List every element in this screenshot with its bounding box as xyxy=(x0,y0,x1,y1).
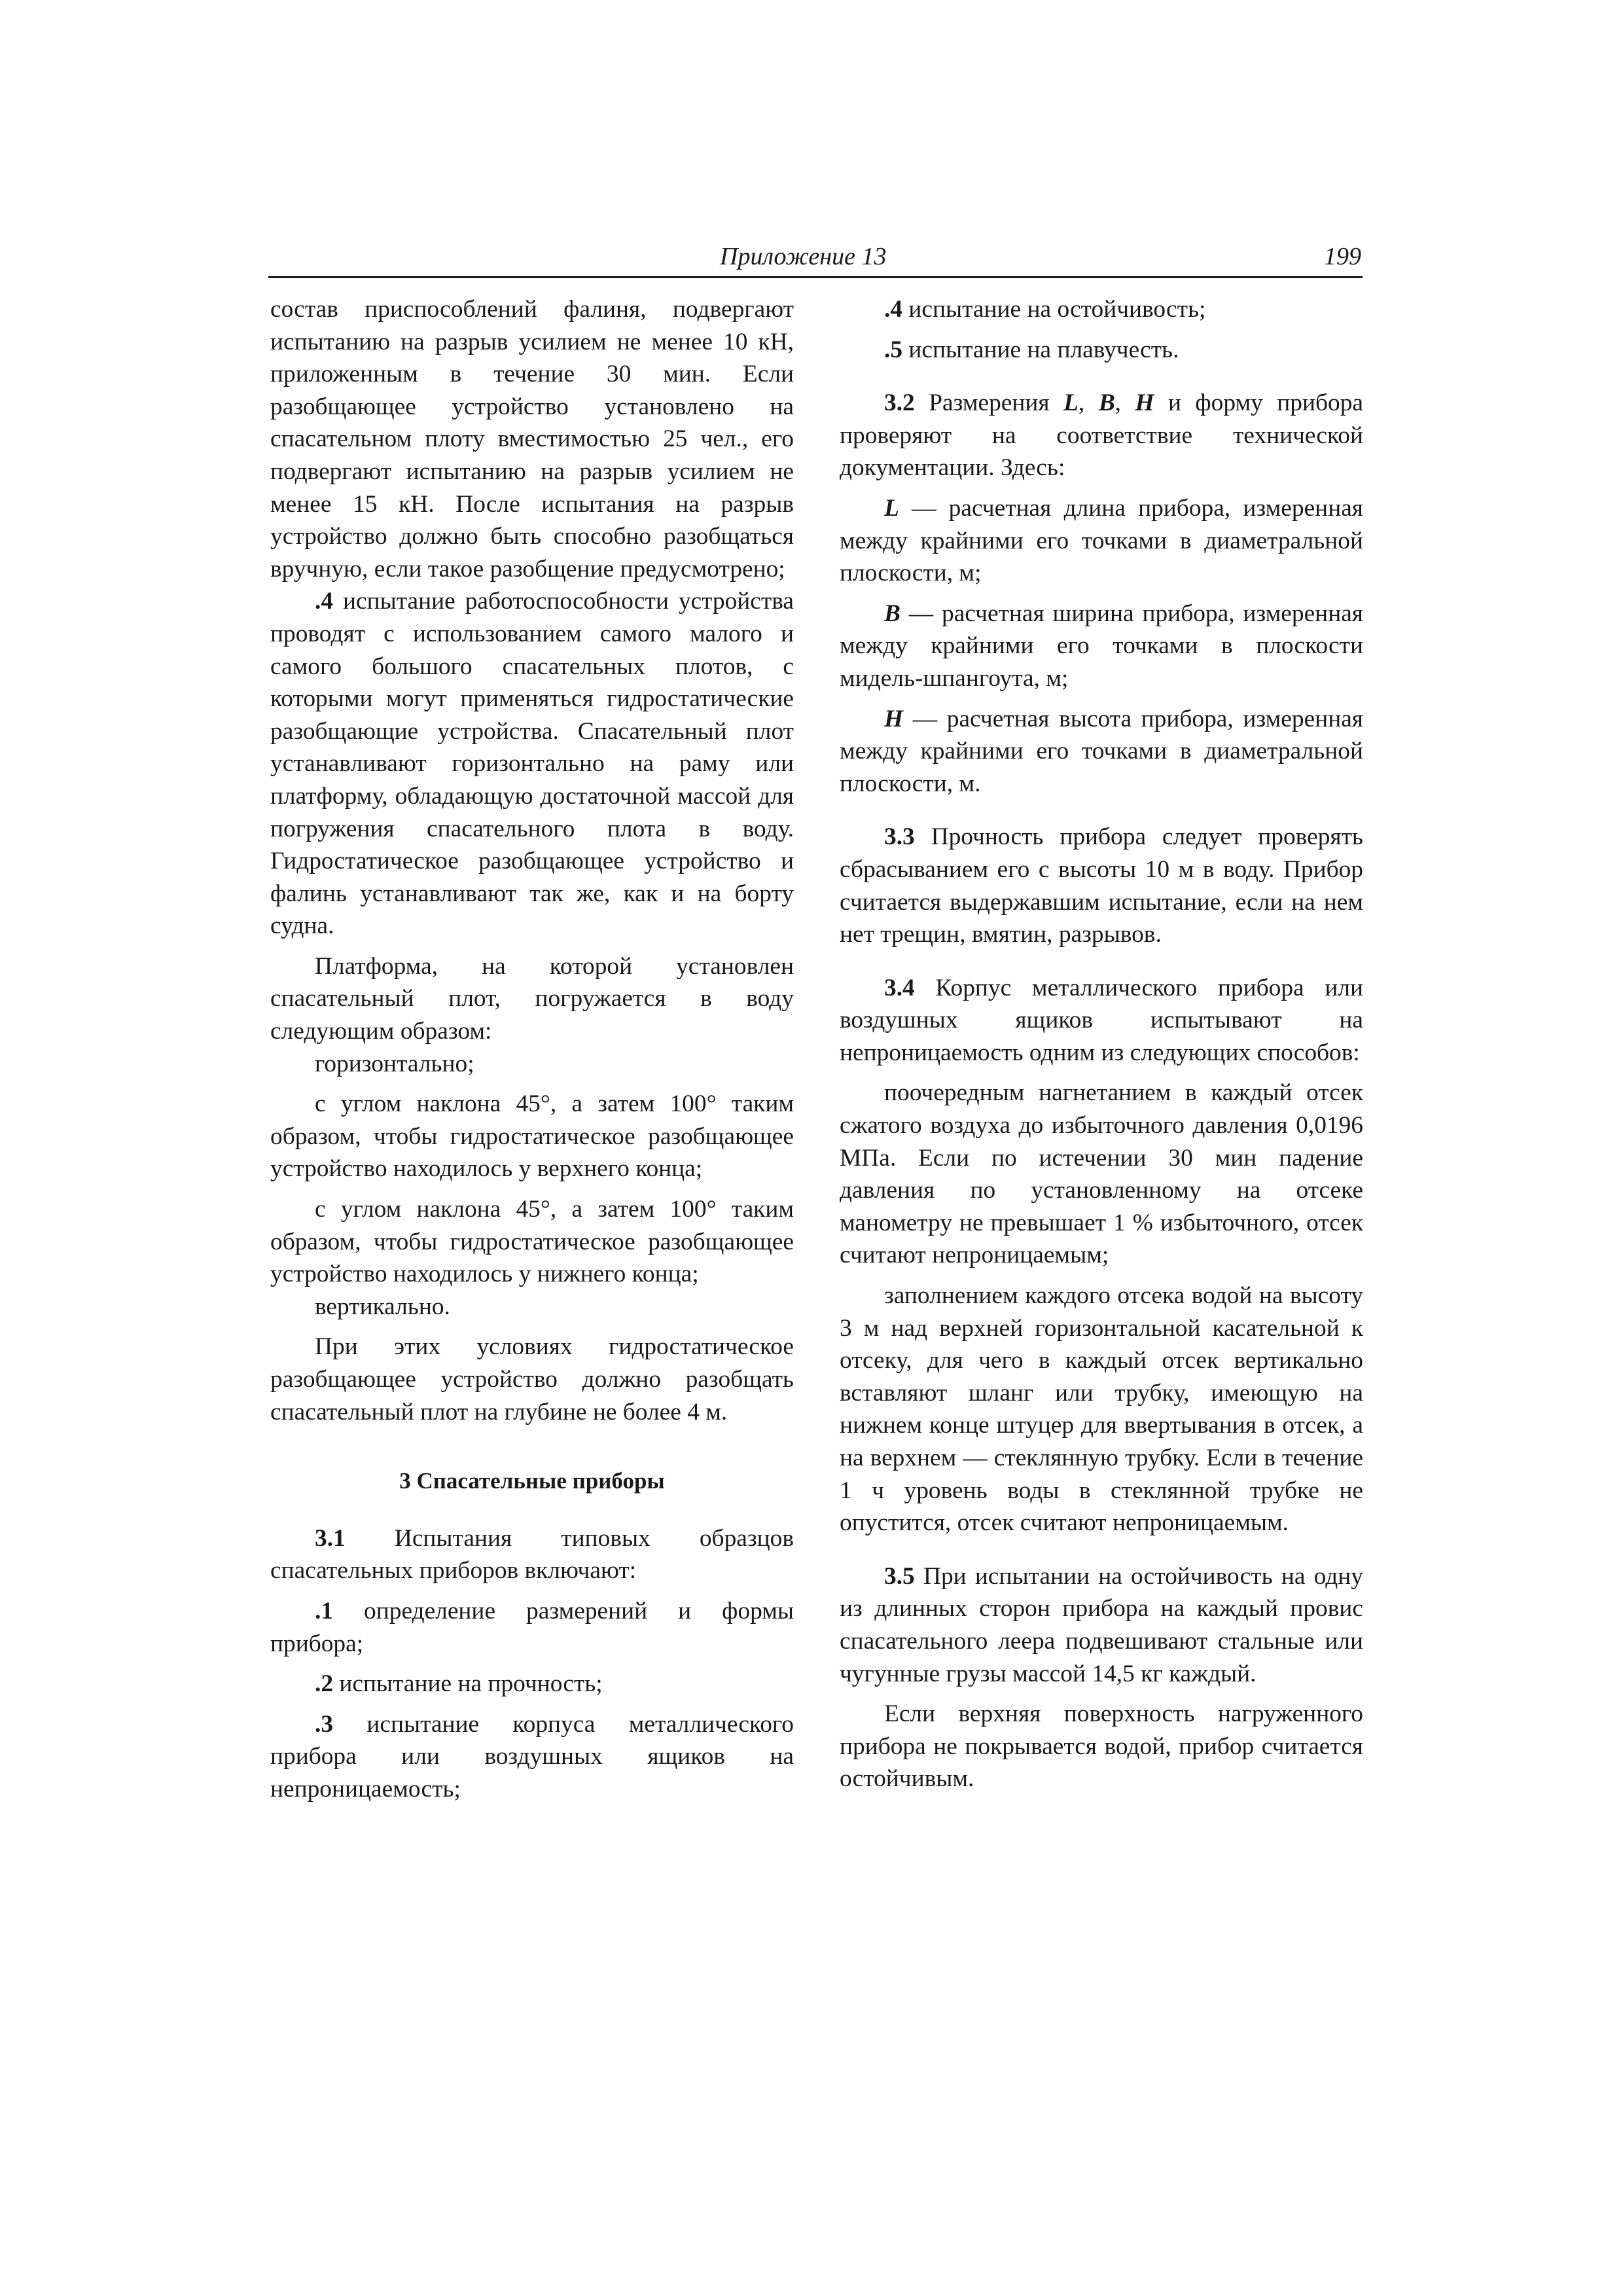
definition-text: — расчетная высота прибора, измеренная между крайними его точками в диаметральной плоскости, м. xyxy=(840,705,1363,797)
definition-h xyxy=(840,703,1363,800)
clause-number: 3.3 xyxy=(884,823,915,851)
clause-3-5 xyxy=(840,1560,1363,1690)
item-text: определение размерений и формы прибора; xyxy=(270,1597,794,1657)
clause-3-4 xyxy=(840,972,1363,1069)
page-header xyxy=(268,242,1363,278)
paragraph: Платформа, на которой установлен спасательный плот, погружается в воду следующим образом: xyxy=(270,952,794,1045)
clause-text: и форму прибора проверяют на соответствие технической документации. Здесь: xyxy=(840,389,1364,482)
clause-number: 3.2 xyxy=(884,389,915,417)
item-text: испытание на прочность; xyxy=(333,1670,603,1698)
definition-text: — расчетная ширина прибора, измеренная между крайними его точками в плоскости мидель-шпангоута, м; xyxy=(840,600,1363,692)
paragraph: с углом наклона 45°, а затем 100° таким образом, чтобы гидростатическое разобщающее устройство находилось у нижнего конца; xyxy=(270,1196,794,1288)
clause-text: При испытании на остойчивость на одну из длинных сторон прибора на каждый провис спасательного леера подвешивают стальные или чугунные грузы массой 14,5 кг каждый. xyxy=(840,1562,1363,1687)
symbol-b: B xyxy=(1098,389,1115,417)
item-number: .1 xyxy=(315,1597,334,1624)
paragraph: с углом наклона 45°, а затем 100° таким образом, чтобы гидростатическое разобщающее устройство находилось у верхнего конца; xyxy=(270,1090,794,1183)
symbol-b: B xyxy=(884,600,901,627)
clause-number: 3.1 xyxy=(315,1524,346,1552)
symbol-h: H xyxy=(1135,389,1154,417)
list-item xyxy=(270,1708,794,1806)
list-item xyxy=(270,1595,794,1660)
symbol-h: H xyxy=(884,705,904,732)
paragraph: поочередным нагнетанием в каждый отсек сжатого воздуха до избыточного давления 0,0196 МПа. Если по истечении 30 мин падение давления по установленному на отсеке манометру не превышает 1 % избыточного, отсек считают непроницаемым; xyxy=(840,1079,1363,1269)
item-number: .4 xyxy=(884,296,903,323)
paragraph xyxy=(270,585,794,942)
clause-3-2 xyxy=(840,387,1363,484)
clause-3-3 xyxy=(840,821,1363,950)
paragraph: состав приспособлений фалиня, подвергают испытанию на разрыв усилием не менее 10 кН, приложенным в течение 30 мин. Если разобщающее устройство установлено на спасательном плоту вместимостью 25 чел., его подвергают испытанию на разрыв усилием не менее 15 кН. После испытания на разрыв устройство должно быть способно разобщаться вручную, если такое разобщение предусмотрено; xyxy=(270,296,794,583)
left-column xyxy=(270,293,794,1806)
item-number: .4 xyxy=(315,588,334,615)
clause-3-1 xyxy=(270,1522,794,1587)
page-number: 199 xyxy=(1324,243,1361,270)
item-number: .2 xyxy=(315,1670,334,1698)
item-number: .5 xyxy=(884,336,903,363)
clause-text: Размерения xyxy=(914,389,1064,417)
clause-number: 3.5 xyxy=(884,1562,915,1590)
definition-text: — расчетная длина прибора, измеренная между крайними его точками в диаметральной плоскости, м; xyxy=(840,494,1363,587)
paragraph: горизонтально; xyxy=(315,1050,474,1077)
clause-text: Корпус металлического прибора или воздушных ящиков испытывают на непроницаемость одним из следующих способов: xyxy=(840,974,1363,1066)
running-title: Приложение 13 xyxy=(720,243,887,270)
paragraph: При этих условиях гидростатическое разобщающее устройство должно разобщать спасательный плот на глубине не более 4 м. xyxy=(270,1333,794,1426)
list-item xyxy=(840,293,1363,326)
symbol-l: L xyxy=(884,494,899,522)
item-text: испытание на остойчивость; xyxy=(902,296,1206,323)
right-column xyxy=(840,293,1363,1795)
clause-text: Прочность прибора следует проверять сбрасыванием его с высоты 10 м в воду. Прибор считается выдержавшим испытание, если на нем нет трещин, вмятин, разрывов. xyxy=(840,823,1363,948)
separator: , xyxy=(1115,389,1135,417)
item-text: испытание на плавучесть. xyxy=(902,336,1179,363)
item-text: испытание корпуса металлического прибора или воздушных ящиков на непроницаемость; xyxy=(270,1710,794,1803)
section-heading: 3 Спасательные приборы xyxy=(399,1468,665,1494)
paragraph: вертикально. xyxy=(315,1293,450,1320)
list-item xyxy=(840,334,1363,367)
definition-b xyxy=(840,598,1363,695)
separator: , xyxy=(1078,389,1099,417)
clause-number: 3.4 xyxy=(884,974,915,1001)
symbol-l: L xyxy=(1063,389,1079,417)
clause-text: Испытания типовых образцов спасательных приборов включают: xyxy=(270,1524,794,1585)
item-number: .3 xyxy=(315,1710,334,1738)
definition-l xyxy=(840,492,1363,590)
item-text: испытание работоспособности устройства проводят с использованием самого малого и самого большого спасательных плотов, с которыми могут применяться гидростатические разобщающие устройства. Спасательный плот устанавливают горизонтально на раму или платформу, обладающую достаточной массой для погружения спасательного плота в воду. Гидростатическое разобщающее устройство и фалинь устанавливают так же, как и на борту судна. xyxy=(270,588,794,940)
paragraph: заполнением каждого отсека водой на высоту 3 м над верхней горизонтальной касательной к отсеку, для чего в каждый отсек вертикально вставляют шланг или трубку, имеющую на нижнем конце штуцер для ввертывания в отсек, а на верхнем — стеклянную трубку. Если в течение 1 ч уровень воды в стеклянной трубке не опустится, отсек считают непроницаемым. xyxy=(840,1282,1363,1537)
list-item xyxy=(270,1668,794,1700)
paragraph: Если верхняя поверхность нагруженного прибора не покрывается водой, прибор считается остойчивым. xyxy=(840,1700,1363,1793)
